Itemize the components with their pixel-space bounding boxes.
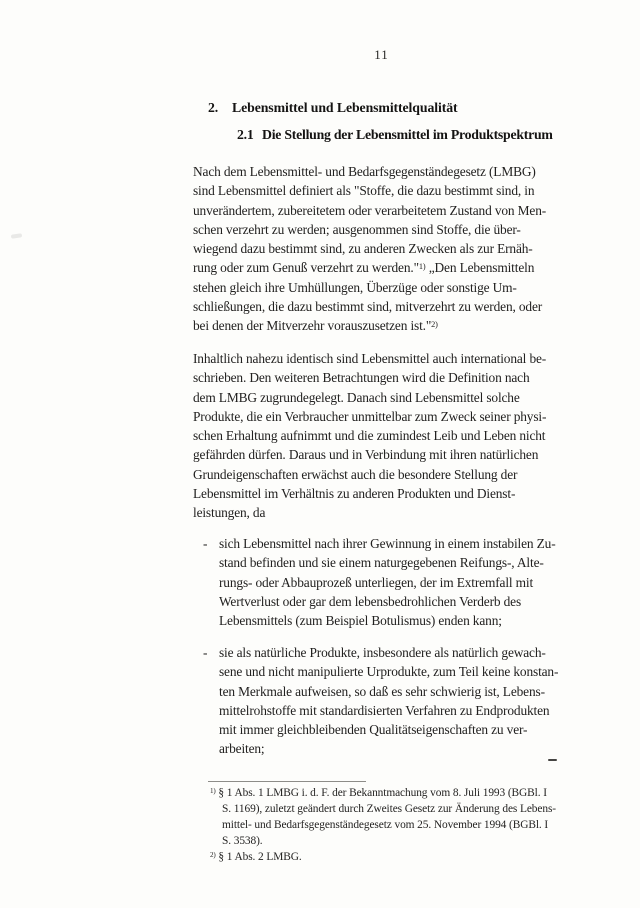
text-line: stand befinden und sie einem naturgegebenen Reifungs-, Alte- xyxy=(219,555,544,571)
text-line: sind Lebensmittel definiert als "Stoffe, die dazu bestimmt sind, in xyxy=(193,183,535,199)
text-line: S. 3538). xyxy=(222,835,263,847)
text-line: Wertverlust oder gar dem lebensbedrohlichen Verderb des xyxy=(219,593,522,609)
text-line: mit immer gleichbleibenden Qualitätseigenschaften zu ver- xyxy=(219,722,528,738)
text-line: sie als natürliche Produkte, insbesondere als natürlich gewach- xyxy=(219,645,546,660)
paragraph-definition-lmbg xyxy=(193,162,546,336)
text-line: Inhaltlich nahezu identisch sind Lebensmittel auch international be- xyxy=(193,351,547,366)
text-line: schen verzehrt zu werden; ausgenommen sind Stoffe, die über- xyxy=(193,221,521,237)
bullet-text xyxy=(219,643,558,759)
text-line: arbeiten; xyxy=(219,741,265,757)
paragraph-international xyxy=(193,349,546,523)
text-line: mittelrohstoffe mit standardisierten Verfahren zu Endprodukten xyxy=(219,702,550,718)
chapter-number: 2. xyxy=(208,100,219,115)
text-line: schen Erhaltung aufnimmt und die zumindest Leib und Leben nicht xyxy=(193,428,546,444)
text-line: Lebensmittel im Verhältnis zu anderen Produkten und Dienst- xyxy=(193,486,516,502)
footnote-marker: 2) xyxy=(431,319,438,329)
text-line: bei denen der Mitverzehr vorauszusetzen ist."$^{2)}$ xyxy=(193,318,438,334)
section-title: Die Stellung der Lebensmittel im Produktspektrum xyxy=(262,127,553,142)
text-line: $^{1)}$ § 1 Abs. 1 LMBG i. d. F. der Bekanntmachung vom 8. Juli 1993 (BGBl. I xyxy=(210,786,547,799)
section-number: 2.1 xyxy=(237,127,254,142)
text-line: unverändertem, zubereitetem oder verarbeitetem Zustand von Men- xyxy=(193,202,547,218)
footnote-marker: 1) xyxy=(210,786,216,795)
bullet-item-instability xyxy=(203,534,556,630)
bullet-dash: - xyxy=(203,645,208,660)
text-line: rungs- oder Abbauprozeß unterliegen, der im Extremfall mit xyxy=(219,574,534,590)
chapter-heading xyxy=(208,100,458,116)
section-subheading xyxy=(237,127,553,143)
text-line: leistungen, da xyxy=(193,505,266,521)
bullet-dash: - xyxy=(203,536,208,551)
chapter-title: Lebensmittel und Lebensmittelqualität xyxy=(232,100,458,115)
text-line: Grundeigenschaften erwächst auch die besondere Stellung der xyxy=(193,466,518,482)
text-line: schließungen, die dazu bestimmt sind, mitverzehrt zu werden, oder xyxy=(193,299,543,315)
text-line: ten Merkmale aufweisen, so daß es sehr schwierig ist, Lebens- xyxy=(219,683,545,699)
page-number: 11 xyxy=(374,47,389,62)
text-line: mittel- und Bedarfsgegenständegesetz vom 25. November 1994 (BGBl. I xyxy=(222,819,549,831)
bullet-item-natural-products xyxy=(203,643,558,759)
text-line: S. 1169), zuletzt geändert durch Zweites Gesetz zur Änderung des Lebens- xyxy=(222,803,556,815)
text-line: gefährden dürfen. Daraus und in Verbindung mit ihren natürlichen xyxy=(193,447,539,463)
text-line: Produkte, die ein Verbraucher unmittelbar zum Zweck seiner physi- xyxy=(193,408,547,424)
footnote-separator-rule xyxy=(208,781,366,782)
text-line: schrieben. Den weiteren Betrachtungen wird die Definition nach xyxy=(193,370,530,386)
text-line: dem LMBG zugrundegelegt. Danach sind Lebensmittel solche xyxy=(193,389,520,405)
scan-artifact-smudge xyxy=(11,233,22,238)
footnote-marker: 2) xyxy=(210,850,216,859)
text-line: stehen gleich ihre Umhüllungen, Überzüge oder sonstige Um- xyxy=(193,279,517,295)
footnotes xyxy=(210,785,592,865)
text-line: $^{2)}$ § 1 Abs. 2 LMBG. xyxy=(210,850,302,863)
text-line: Lebensmittels (zum Beispiel Botulismus) enden kann; xyxy=(219,613,502,629)
footnote-marker: 1) xyxy=(418,261,426,271)
bullet-text xyxy=(219,534,556,630)
text-line: Nach dem Lebensmittel- und Bedarfsgegenständegesetz (LMBG) xyxy=(193,164,536,179)
text-line: sich Lebensmittel nach ihrer Gewinnung in einem instabilen Zu- xyxy=(219,536,556,551)
text-line: sene und nicht manipulierte Urprodukte, zum Teil keine konstan- xyxy=(219,664,559,680)
text-line: rung oder zum Genuß verzehrt zu werden."$^{1)}$ „Den Lebensmitteln xyxy=(193,260,535,276)
text-line: wiegend dazu bestimmt sind, zu anderen Zwecken als zur Ernäh- xyxy=(193,241,533,257)
scan-artifact-dash xyxy=(548,759,557,761)
